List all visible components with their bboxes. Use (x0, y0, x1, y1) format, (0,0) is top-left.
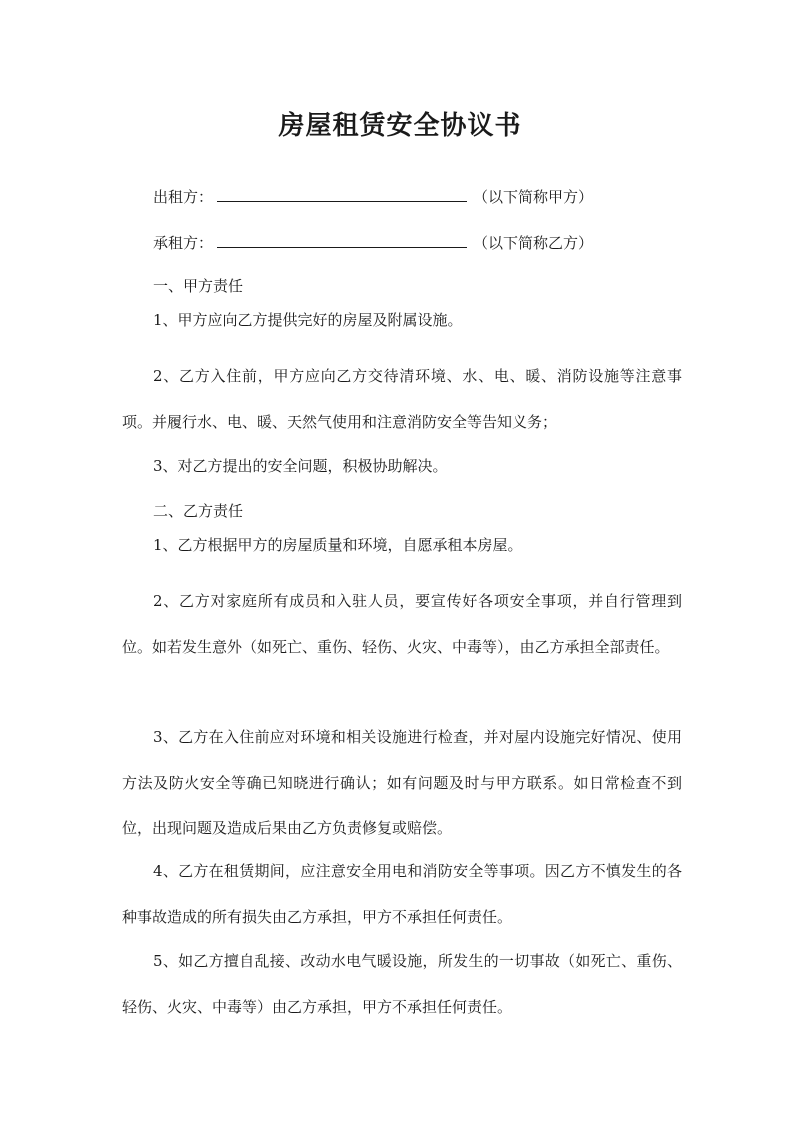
section-2-item-2: 2、乙方对家庭所有成员和入驻人员，要宣传好各项安全事项，并自行管理到位。如若发生意外（如死亡、重伤、轻伤、火灾、中毒等），由乙方承担全部责任。 (122, 592, 682, 656)
lessor-blank-field (217, 185, 467, 202)
lessor-note: （以下简称甲方） (473, 188, 594, 206)
lessee-note: （以下简称乙方） (473, 234, 594, 252)
section-2-item-4: 4、乙方在租赁期间，应注意安全用电和消防安全等事项。因乙方不慎发生的各种事故造成的所有损失由乙方承担，甲方不承担任何责任。 (122, 862, 682, 926)
document-title: 房屋租赁安全协议书 (278, 111, 522, 141)
lessee-blank-field (217, 231, 467, 248)
section-1-item-3: 3、对乙方提出的安全问题，积极协助解决。 (153, 457, 448, 475)
lessee-label: 承租方： (153, 234, 214, 252)
lessor-line (153, 185, 593, 208)
section-1-heading: 一、甲方责任 (153, 277, 244, 295)
section-2-item-5: 5、如乙方擅自乱接、改动水电气暖设施，所发生的一切事故（如死亡、重伤、轻伤、火灾、中毒等）由乙方承担，甲方不承担任何责任。 (122, 952, 682, 1016)
lessor-label: 出租方： (153, 188, 214, 206)
section-1-item-1: 1、甲方应向乙方提供完好的房屋及附属设施。 (153, 311, 463, 329)
lessee-line (153, 231, 593, 254)
section-2-item-3: 3、乙方在入住前应对环境和相关设施进行检查，并对屋内设施完好情况、使用方法及防火安全等确已知晓进行确认；如有问题及时与甲方联系。如日常检查不到位，出现问题及造成后果由乙方负责修复或赔偿。 (122, 728, 682, 837)
section-2-heading: 二、乙方责任 (153, 502, 244, 520)
section-1-item-2: 2、乙方入住前，甲方应向乙方交待清环境、水、电、暖、消防设施等注意事项。并履行水、电、暖、天然气使用和注意消防安全等告知义务； (122, 367, 682, 431)
section-2-item-1: 1、乙方根据甲方的房屋质量和环境，自愿承租本房屋。 (153, 536, 523, 554)
